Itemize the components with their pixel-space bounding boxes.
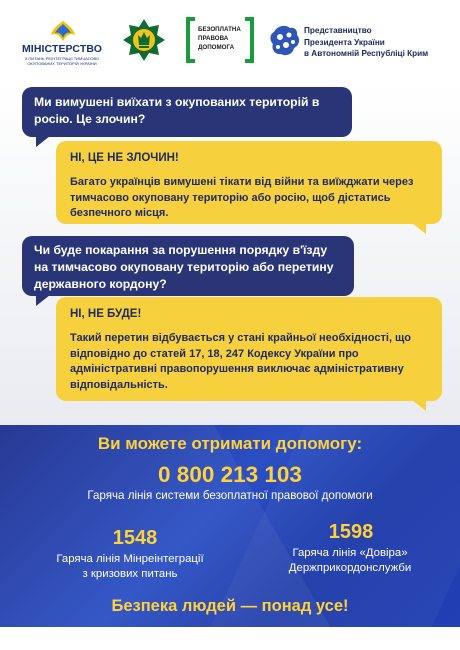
answer-bubble-1	[56, 141, 442, 224]
border-guard-emblem-icon	[122, 18, 166, 62]
bubble-tail	[36, 295, 50, 306]
answer-body-2: Такий перетин відбувається у стані крайньої необхідності, що відповідно до статей 17, 18, 247 Кодексу України про адміністративні правопорушення виключає адміністративну відповідальність.	[70, 332, 411, 391]
bubble-tail	[412, 400, 426, 411]
ministry-logo	[16, 20, 108, 72]
ministry-subtitle: З ПИТАНЬ РЕІНТЕГРАЦІЇ ТИМЧАСОВО ОКУПОВАНИХ ТЕРИТОРІЙ УКРАЇНИ	[24, 56, 100, 66]
question-text-2: Чи буде покарання за порушення порядку в'їзду на тимчасово окуповану територію або перетину державного кордону?	[34, 243, 334, 291]
bottom-margin	[0, 627, 460, 650]
bubble-tail	[412, 223, 426, 234]
legal-aid-bracket-right	[245, 17, 254, 63]
question-bubble-1	[22, 87, 352, 137]
ministry-name: МІНІСТЕРСТВО	[21, 43, 103, 55]
representation-logo	[268, 22, 458, 66]
logo-header	[0, 0, 460, 78]
hotline-label-1548: Гаряча лінія Мінреінтеграції з кризових питань	[56, 553, 204, 580]
answer-bubble-2	[56, 297, 442, 401]
question-text-1: Ми вимушені виїхати з окупованих територій в росію. Це злочин?	[34, 95, 320, 126]
question-bubble-2	[22, 236, 354, 296]
answer-title-1: НІ, ЦЕ НЕ ЗЛОЧИН!	[70, 152, 179, 164]
hotline-number-1598[interactable]: 1598	[328, 521, 374, 543]
hotline-label-1598: Гаряча лінія «Довіра» Держприкордонслужби	[288, 547, 412, 574]
legal-aid-brackets-icon	[186, 17, 195, 63]
help-panel	[0, 425, 460, 627]
main-phone-label: Гаряча лінія системи безоплатної правової допомоги	[87, 489, 373, 502]
main-phone-number[interactable]: 0 800 213 103	[158, 462, 302, 487]
slogan: Безпека людей — понад усе!	[111, 597, 349, 615]
bubble-tail	[36, 136, 50, 147]
answer-body-1: Багато українців вимушені тікати від війни та виїжджати через тимчасово окуповану територію або росію, щоб дістатись безпечного місця.	[70, 176, 414, 220]
answer-title-2: НІ, НЕ БУДЕ!	[70, 308, 142, 320]
ministry-emblem-icon	[50, 20, 76, 42]
crimea-map-icon	[268, 22, 302, 60]
legal-aid-logo	[186, 17, 254, 65]
legal-aid-text: БЕЗОПЛАТНА ПРАВОВА ДОПОМОГА	[198, 26, 241, 51]
representation-text: Представництво Президента України в Автономній Республіці Крим	[304, 26, 429, 58]
hotline-number-1548[interactable]: 1548	[112, 527, 158, 549]
help-title: Ви можете отримати допомогу:	[97, 434, 363, 453]
